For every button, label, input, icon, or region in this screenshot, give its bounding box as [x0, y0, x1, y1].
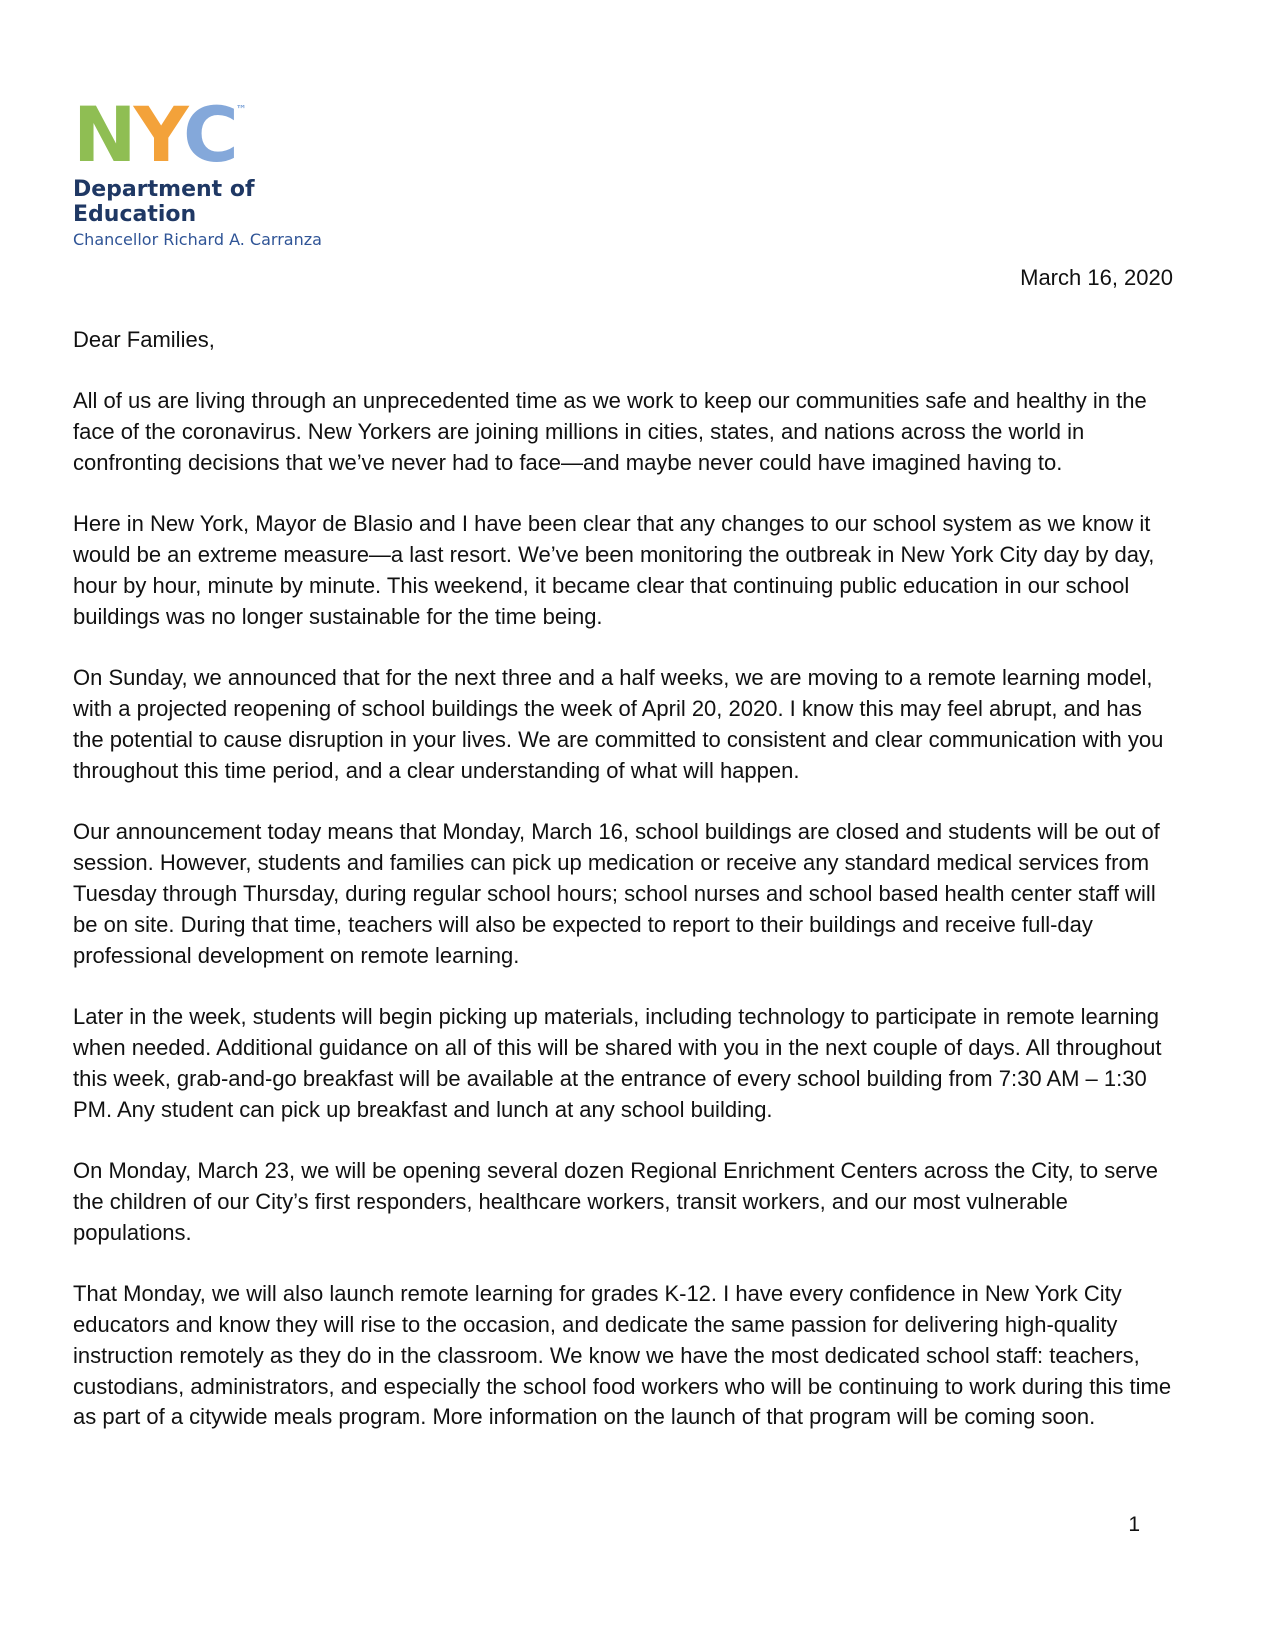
logo-org-line1: Department of [73, 177, 255, 202]
letter-paragraph: On Sunday, we announced that for the next three and a half weeks, we are moving to a remote learning model, with a projected reopening of school buildings the week of April 20, 2020. I know this may feel abrupt, and has the potential to cause disruption in your lives. We are committed to consistent and clear communication with you throughout this time period, and a clear understanding of what will happen. [73, 665, 1164, 783]
letter-paragraph: Later in the week, students will begin picking up materials, including technology to participate in remote learning when needed. Additional guidance on all of this will be shared with you in the next couple of days. All throughout this week, grab-and-go breakfast will be available at the entrance of every school building from 7:30 AM – 1:30 PM. Any student can pick up breakfast and lunch at any school building. [73, 1004, 1162, 1122]
logo-chancellor-line: Chancellor Richard A. Carranza [73, 230, 322, 249]
letter-body [73, 263, 1173, 1433]
logo-letter-n: N [73, 90, 134, 179]
letter-paragraph: That Monday, we will also launch remote learning for grades K-12. I have every confidence in New York City educators and know they will rise to the occasion, and dedicate the same passion for delivering high-quality instruction remotely as they do in the classroom. We know we have the most dedicated school staff: teachers, custodians, administrators, and especially the school food workers who will be continuing to work during this time as part of a citywide meals program. More information on the launch of that program will be coming soon. [73, 1281, 1172, 1430]
salutation: Dear Families, [73, 326, 215, 352]
nyc-logo-wordmark [73, 78, 1173, 179]
logo-org-name [73, 177, 1173, 227]
logo-letter-y: Y [133, 90, 183, 179]
page-content [73, 78, 1173, 1464]
letter-date: March 16, 2020 [1020, 265, 1173, 290]
logo-org-line2: Education [73, 202, 197, 227]
logo-letter-c: C [182, 90, 236, 179]
letter-paragraph: Our announcement today means that Monday, March 16, school buildings are closed and students will be out of session. However, students and families can pick up medication or receive any standard medical services from Tuesday through Thursday, during regular school hours; school nurses and school based health center staff will be on site. During that time, teachers will also be expected to report to their buildings and receive full-day professional development on remote learning. [73, 819, 1160, 968]
nyc-doe-logo [73, 78, 1173, 249]
page-number: 1 [1128, 1513, 1140, 1536]
letter-paragraph: Here in New York, Mayor de Blasio and I have been clear that any changes to our school system as we know it would be an extreme measure—a last resort. We’ve been monitoring the outbreak in New York City day by day, hour by hour, minute by minute. This weekend, it became clear that continuing public education in our school buildings was no longer sustainable for the time being. [73, 511, 1155, 629]
letter-paragraph: All of us are living through an unprecedented time as we work to keep our communities safe and healthy in the face of the coronavirus. New Yorkers are joining millions in cities, states, and nations across the world in confronting decisions that we’ve never had to face—and maybe never could have imagined having to. [73, 388, 1147, 475]
trademark-symbol: ™ [235, 103, 247, 116]
letter-paragraph: On Monday, March 23, we will be opening several dozen Regional Enrichment Centers across the City, to serve the children of our City’s first responders, healthcare workers, transit workers, and our most vulnerable populations. [73, 1158, 1159, 1245]
